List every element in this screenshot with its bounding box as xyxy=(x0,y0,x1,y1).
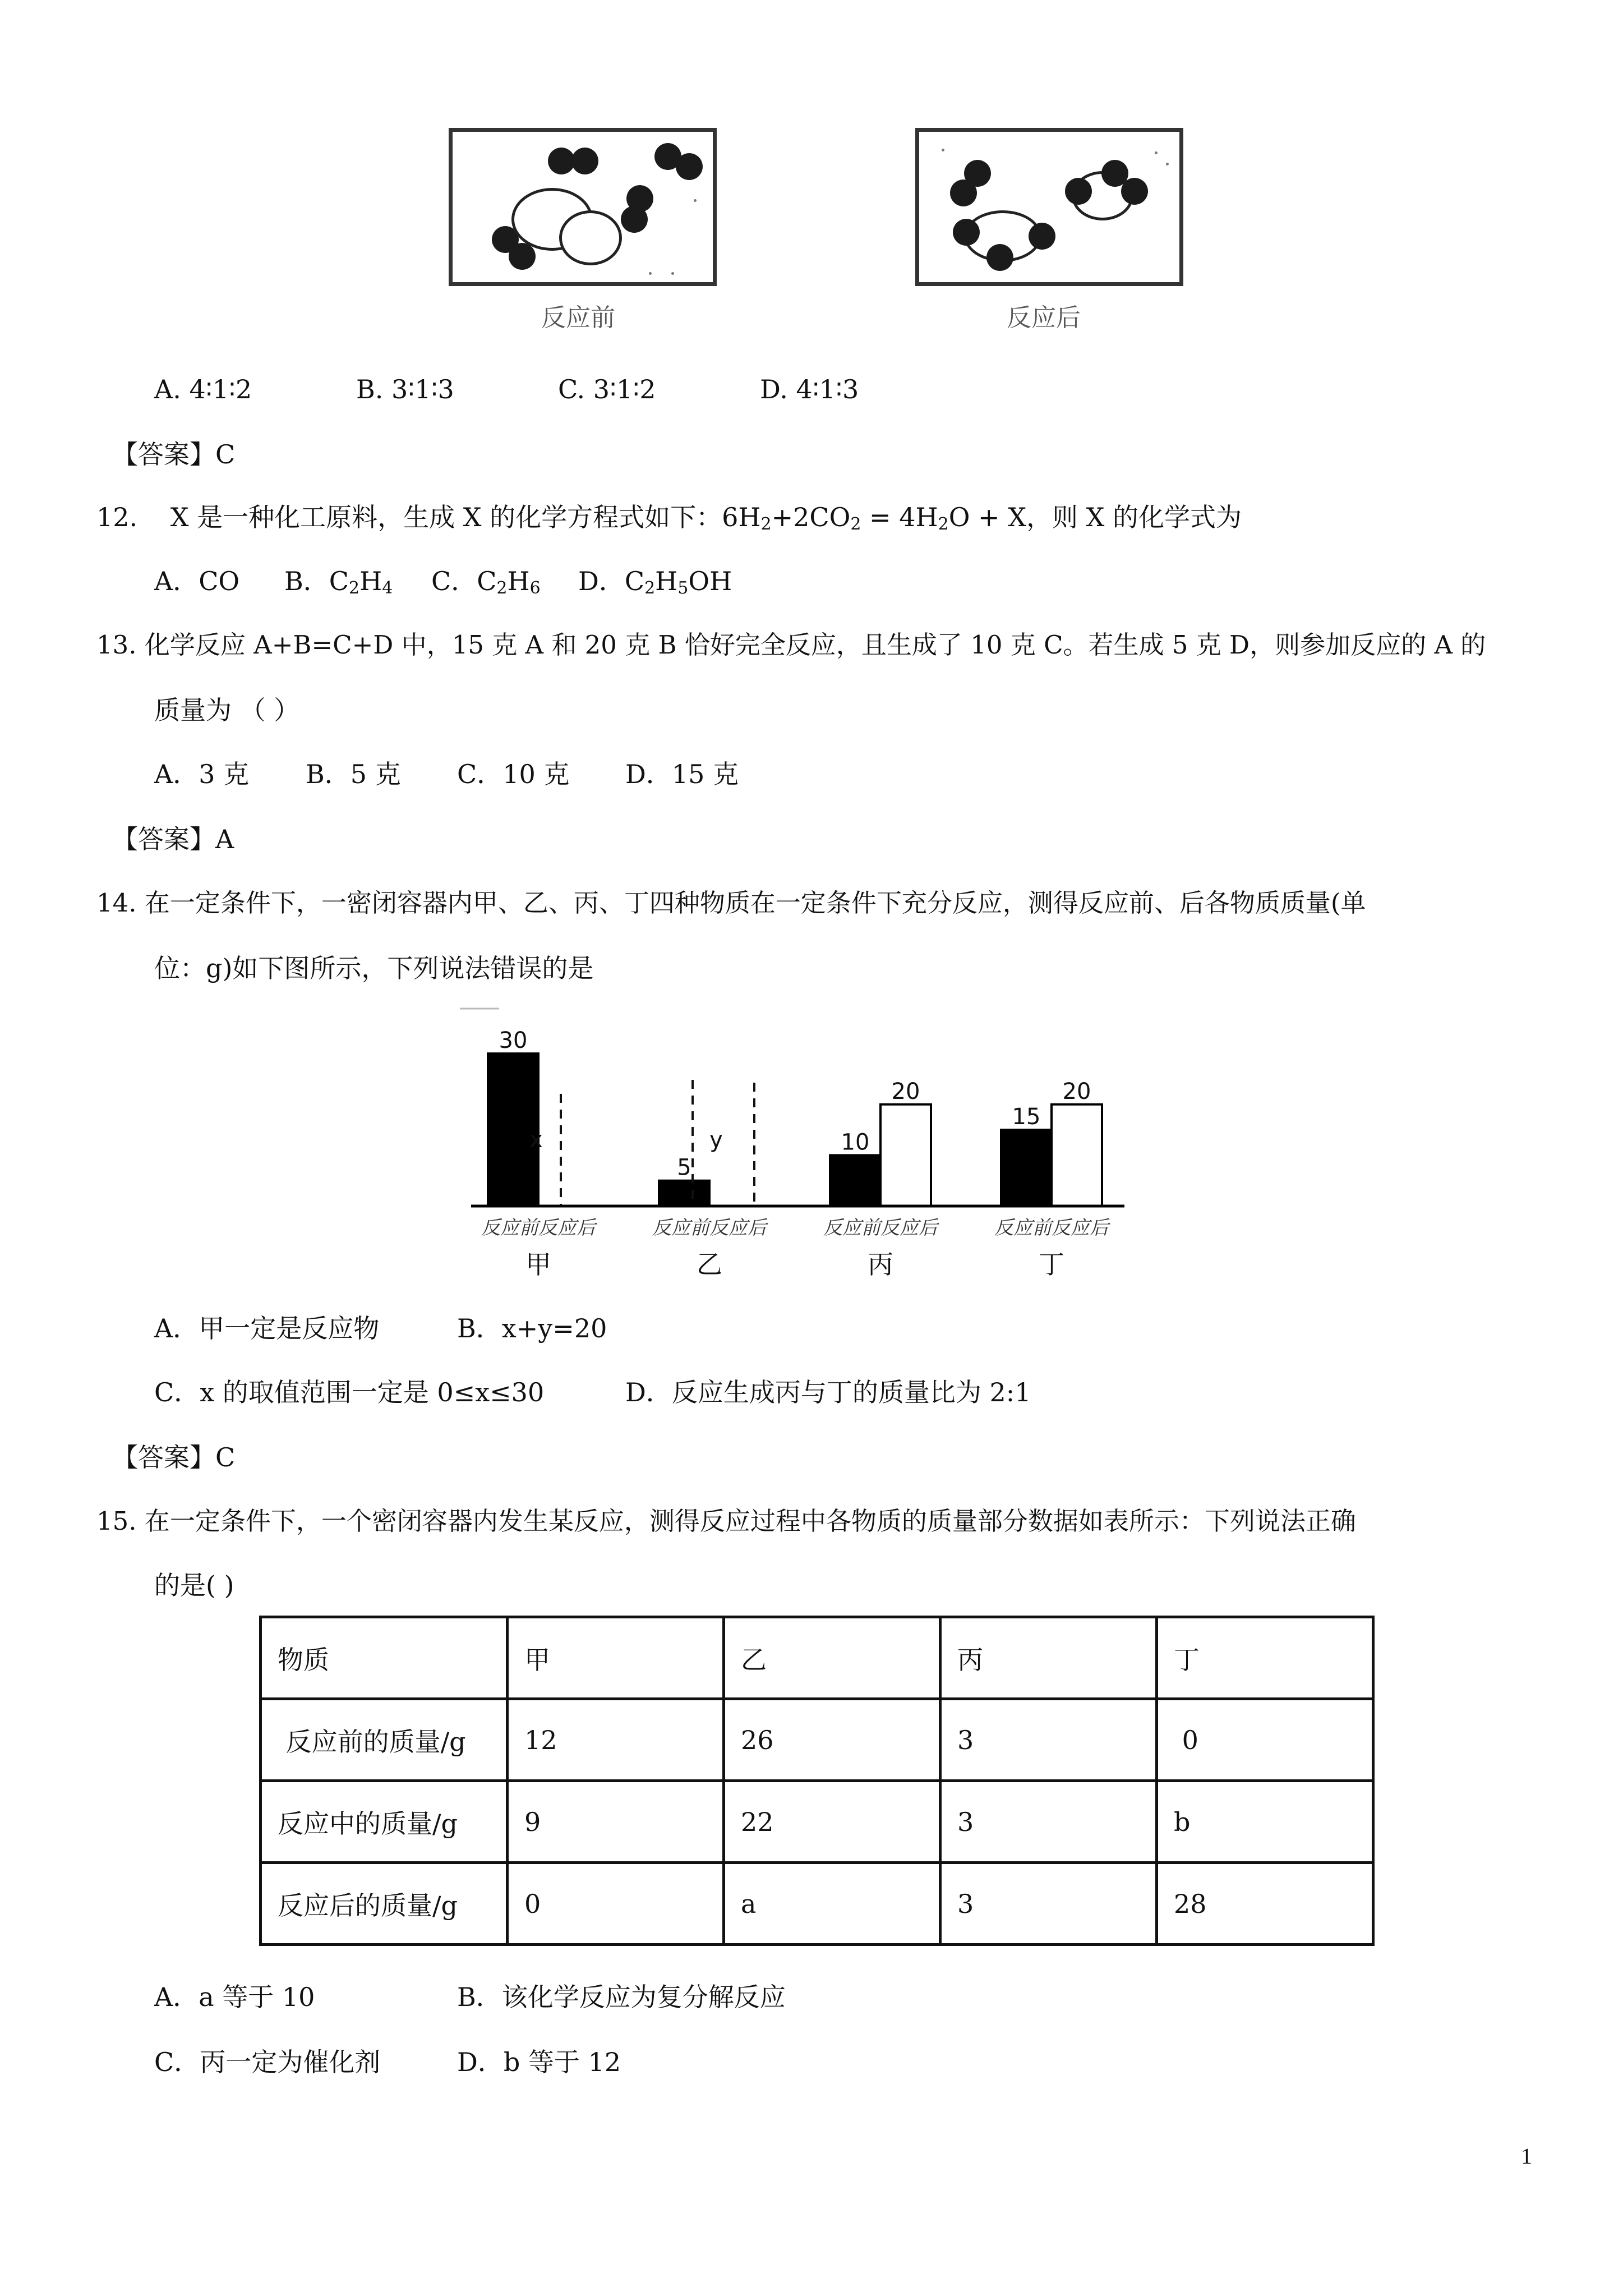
q12-stem-a: X 是一种化工原料，生成 X 的化学方程式如下：6H xyxy=(170,502,761,532)
q14-stem-line2: 位：g)如下图所示，下列说法错误的是 xyxy=(154,953,594,983)
before-reaction-box xyxy=(449,128,717,286)
table-cell: 28 xyxy=(1157,1863,1373,1945)
data-label-before: 30 xyxy=(499,1028,528,1054)
q11-option-a: A. 4∶1∶2 xyxy=(154,374,252,404)
q15-mass-table xyxy=(259,1616,1375,1946)
q14-option-d: D．反应生成丙与丁的质量比为 2:1 xyxy=(625,1377,1031,1407)
q12-stem-d: O + X，则 X 的化学式为 xyxy=(948,502,1242,532)
q15-option-a: A．a 等于 10 xyxy=(154,1982,315,2012)
table-cell: 0 xyxy=(1157,1699,1373,1781)
sub-label: 反应前反应后 xyxy=(994,1217,1109,1239)
q15-option-b: B．该化学反应为复分解反应 xyxy=(457,1982,786,2012)
q13-option-b: B．5 克 xyxy=(306,759,401,789)
table-cell: 22 xyxy=(724,1781,940,1863)
table-row xyxy=(261,1699,1373,1781)
q12-option-b: B．$C_2H_4$ xyxy=(284,566,393,598)
q12-number: 12. xyxy=(96,502,138,532)
data-label-after: 20 xyxy=(1062,1078,1091,1105)
q13-stem-line2: 质量为 （ ） xyxy=(154,695,300,725)
q12-option-c: C．$C_2H_6$ xyxy=(431,566,541,598)
table-cell: b xyxy=(1157,1781,1373,1863)
q15-stem-line1: 15. 在一定条件下，一个密闭容器内发生某反应，测得反应过程中各物质的质量部分数据如表所示：下列说法正确 xyxy=(96,1506,1356,1536)
table-cell: 反应前的质量/g xyxy=(261,1699,508,1781)
after-reaction-label: 反应后 xyxy=(1007,303,1081,332)
table-cell: 甲 xyxy=(508,1617,724,1699)
q15-option-c: C．丙一定为催化剂 xyxy=(154,2047,381,2077)
q14-options-line1 xyxy=(154,1312,607,1345)
table-cell: 3 xyxy=(940,1781,1157,1863)
table-cell: 0 xyxy=(508,1863,724,1945)
q14-number: 14. xyxy=(96,888,137,918)
q14-options-line2 xyxy=(154,1375,1031,1409)
table-row xyxy=(261,1617,1373,1699)
table-cell: 9 xyxy=(508,1781,724,1863)
bar-after xyxy=(880,1105,931,1206)
data-label-before: 15 xyxy=(1012,1104,1041,1130)
q11-answer: 【答案】C xyxy=(112,439,236,470)
sub-label: 反应前反应后 xyxy=(823,1217,938,1239)
q15-options-line1 xyxy=(154,1980,786,2014)
table-cell: 丙 xyxy=(940,1617,1157,1699)
bar-before xyxy=(1001,1130,1052,1206)
q13-option-a: A．3 克 xyxy=(154,759,250,789)
table-cell: 12 xyxy=(508,1699,724,1781)
table-cell: 3 xyxy=(940,1863,1157,1945)
q14-bar-chart xyxy=(460,1004,1155,1285)
table-cell: 乙 xyxy=(724,1617,940,1699)
q14-stem-line1: 14. 在一定条件下，一密闭容器内甲、乙、丙、丁四种物质在一定条件下充分反应，测得反应前、后各物质质量(单 xyxy=(96,888,1366,918)
data-label-before: 5 xyxy=(677,1154,691,1181)
q12-stem: 12. X 是一种化工原料，生成 X 的化学方程式如下：$6H_2+2CO_2 = 4H_2O + X$，则 X 的化学式为 xyxy=(96,502,1242,534)
bar-after xyxy=(1052,1105,1102,1206)
sub-label: 反应前反应后 xyxy=(481,1217,596,1239)
category-label: 甲 xyxy=(525,1249,551,1280)
table-row xyxy=(261,1781,1373,1863)
q14-option-a: A．甲一定是反应物 xyxy=(154,1313,380,1343)
table-cell: 物质 xyxy=(261,1617,508,1699)
q12-stem-c: = 4H xyxy=(861,502,938,532)
q11-option-b: B. 3∶1∶3 xyxy=(356,374,454,404)
category-label: 乙 xyxy=(697,1249,722,1280)
q12-stem-b: +2CO xyxy=(771,502,851,532)
q12-options xyxy=(154,564,732,605)
table-cell: 26 xyxy=(724,1699,940,1781)
q13-options xyxy=(154,757,739,791)
q12-option-d: D．$C_2H_5OH$ xyxy=(578,566,732,598)
unknown-label: y xyxy=(709,1127,723,1153)
table-cell: 丁 xyxy=(1157,1617,1373,1699)
category-label: 丙 xyxy=(868,1249,893,1280)
q15-number: 15. xyxy=(96,1506,137,1536)
data-label-before: 10 xyxy=(841,1129,870,1156)
table-cell: 反应后的质量/g xyxy=(261,1863,508,1945)
bar-before xyxy=(659,1181,709,1206)
q13-option-d: D．15 克 xyxy=(625,759,739,789)
q11-options xyxy=(154,372,859,406)
before-reaction-label: 反应前 xyxy=(541,303,615,332)
q14-answer: 【答案】C xyxy=(112,1442,236,1473)
q14-option-b: B．x+y=20 xyxy=(457,1313,607,1343)
q13-stem-line1: 13. 化学反应 A+B=C+D 中，15 克 A 和 20 克 B 恰好完全反应，且生成了 10 克 C。若生成 5 克 D，则参加反应的 A 的 xyxy=(96,630,1486,660)
q13-answer: 【答案】A xyxy=(112,824,234,854)
q11-option-c: C. 3∶1∶2 xyxy=(558,374,656,404)
data-label-after: 20 xyxy=(891,1078,920,1105)
unknown-label: x xyxy=(529,1127,543,1153)
bar-before xyxy=(830,1155,880,1206)
after-reaction-box xyxy=(915,128,1183,286)
table-row xyxy=(261,1863,1373,1945)
q12-option-a: A．CO xyxy=(154,566,240,596)
q15-options-line2 xyxy=(154,2045,621,2079)
table-cell: a xyxy=(724,1863,940,1945)
category-label: 丁 xyxy=(1039,1249,1064,1280)
q15-option-d: D．b 等于 12 xyxy=(457,2047,621,2077)
table-cell: 反应中的质量/g xyxy=(261,1781,508,1863)
table-cell: 3 xyxy=(940,1699,1157,1781)
q13-option-c: C．10 克 xyxy=(457,759,570,789)
q14-option-c: C．x 的取值范围一定是 0≤x≤30 xyxy=(154,1377,545,1407)
q11-option-d: D. 4∶1∶3 xyxy=(760,374,859,404)
sub-label: 反应前反应后 xyxy=(652,1217,767,1239)
q13-number: 13. xyxy=(96,630,137,660)
q15-stem-line2: 的是( ) xyxy=(154,1570,234,1600)
page-number: 1 xyxy=(1521,2143,1532,2169)
